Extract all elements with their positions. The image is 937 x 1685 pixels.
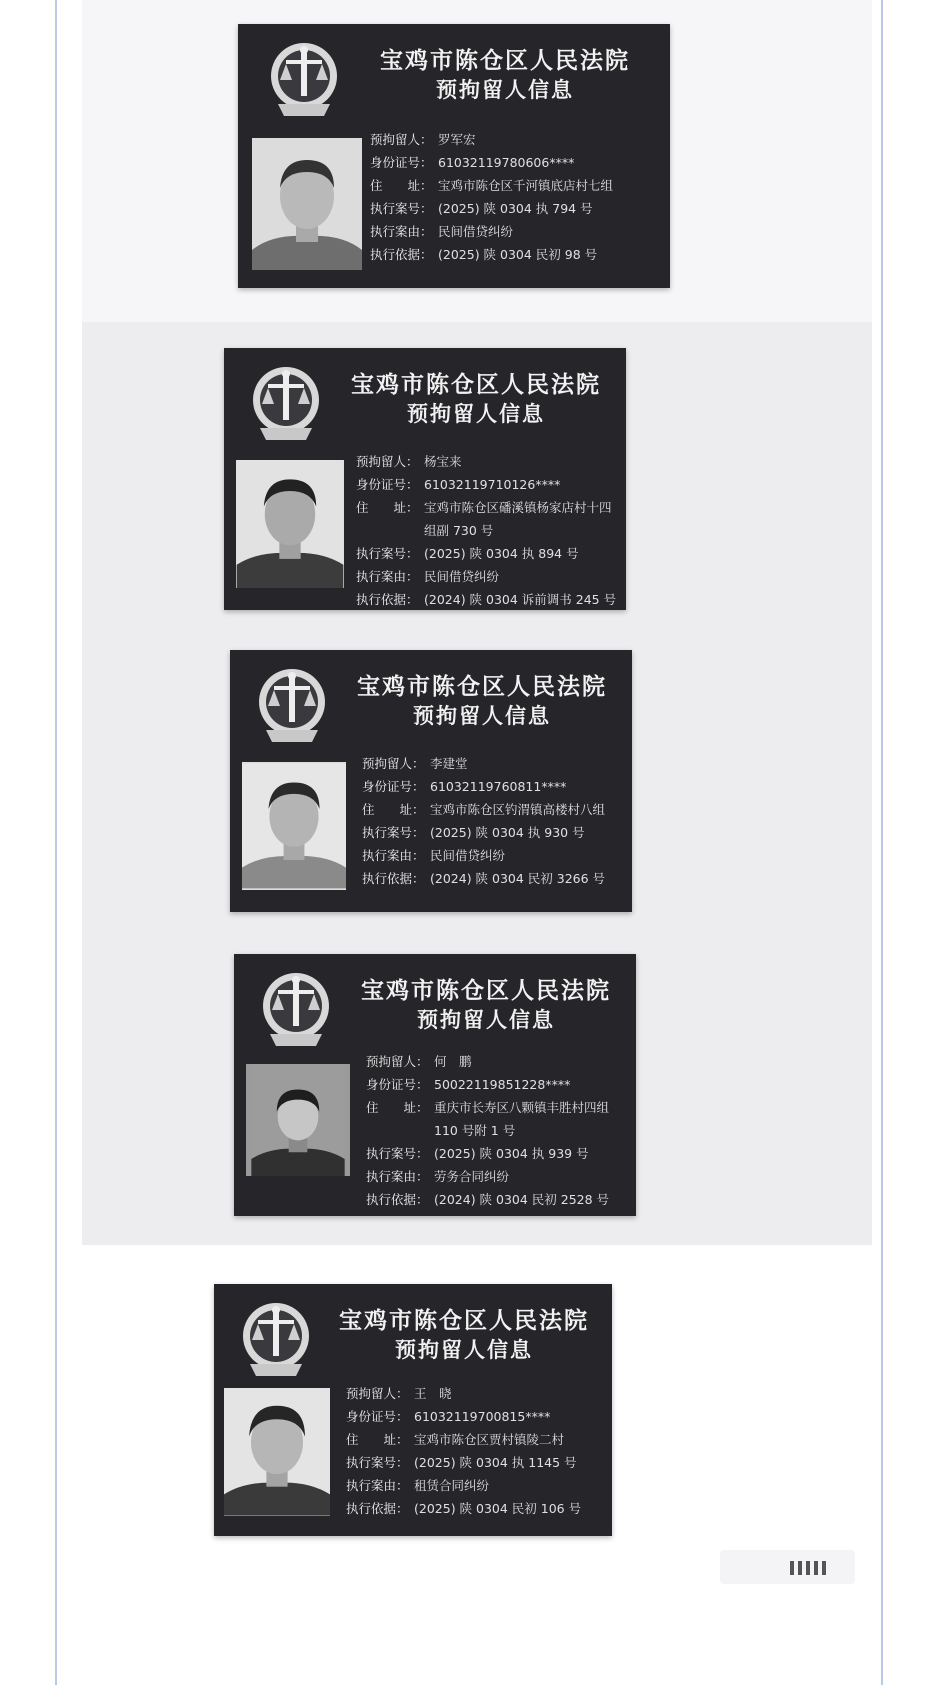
detainee-card-1 — [238, 24, 670, 288]
card-subtitle: 预拘留人信息 — [417, 1007, 555, 1032]
card-subtitle: 预拘留人信息 — [407, 401, 545, 426]
field-name: 预拘留人： 杨宝来 — [356, 454, 462, 469]
court-name: 宝鸡市陈仓区人民法院 — [357, 673, 607, 700]
card-info — [362, 752, 624, 890]
field-address: 住 址： 宝鸡市陈仓区磻溪镇杨家店村十四组副 730 号 — [356, 500, 612, 538]
card-info — [346, 1382, 604, 1520]
court-emblem-icon — [268, 38, 340, 120]
field-id-number: 身份证号： 61032119700815**** — [346, 1409, 551, 1424]
court-name: 宝鸡市陈仓区人民法院 — [351, 371, 601, 398]
field-id-number: 身份证号： 61032119780606**** — [370, 155, 575, 170]
field-address: 住 址： 宝鸡市陈仓区钓渭镇高楼村八组 — [362, 802, 606, 817]
person-photo — [252, 138, 362, 270]
court-emblem-icon — [240, 1298, 312, 1380]
card-subtitle: 预拘留人信息 — [413, 703, 551, 728]
field-case-number: 执行案号： (2025) 陕 0304 执 930 号 — [362, 825, 585, 840]
person-photo — [246, 1064, 350, 1176]
card-info — [366, 1050, 628, 1211]
detainee-card-4 — [234, 954, 636, 1216]
field-name: 预拘留人： 王 晓 — [346, 1386, 452, 1401]
right-border-line — [881, 0, 883, 1685]
card-info — [356, 450, 618, 610]
court-name: 宝鸡市陈仓区人民法院 — [339, 1307, 589, 1334]
field-case-cause: 执行案由： 劳务合同纠纷 — [366, 1169, 510, 1184]
court-emblem-icon — [260, 968, 332, 1050]
field-name: 预拘留人： 何 鹏 — [366, 1054, 472, 1069]
field-id-number: 身份证号： 61032119710126**** — [356, 477, 561, 492]
field-basis: 执行依据： (2024) 陕 0304 民初 3266 号 — [362, 871, 606, 886]
field-case-number: 执行案号： (2025) 陕 0304 执 894 号 — [356, 546, 579, 561]
court-name: 宝鸡市陈仓区人民法院 — [361, 977, 611, 1004]
card-subtitle: 预拘留人信息 — [395, 1337, 533, 1362]
field-id-number: 身份证号： 61032119760811**** — [362, 779, 567, 794]
court-emblem-icon — [250, 362, 322, 444]
person-photo — [236, 460, 344, 588]
field-address: 住 址： 宝鸡市陈仓区贾村镇陵二村 — [346, 1432, 565, 1447]
more-icon[interactable] — [786, 1555, 830, 1581]
field-case-cause: 执行案由： 民间借贷纠纷 — [370, 224, 514, 239]
field-case-cause: 执行案由： 民间借贷纠纷 — [356, 569, 500, 584]
card-subtitle: 预拘留人信息 — [436, 77, 574, 102]
field-case-cause: 执行案由： 民间借贷纠纷 — [362, 848, 506, 863]
field-name: 预拘留人： 李建堂 — [362, 756, 468, 771]
field-basis: 执行依据： (2025) 陕 0304 民初 98 号 — [370, 247, 598, 262]
field-address: 住 址： 宝鸡市陈仓区千河镇底店村七组 — [370, 178, 614, 193]
detainee-card-3 — [230, 650, 632, 912]
court-emblem-icon — [256, 664, 328, 746]
field-address: 住 址： 重庆市长寿区八颗镇丰胜村四组 110 号附 1 号 — [366, 1100, 610, 1138]
field-basis: 执行依据： (2024) 陕 0304 民初 2528 号 — [366, 1192, 610, 1207]
field-case-number: 执行案号： (2025) 陕 0304 执 794 号 — [370, 201, 593, 216]
field-name: 预拘留人： 罗军宏 — [370, 132, 476, 147]
person-photo — [224, 1388, 330, 1516]
field-basis: 执行依据： (2025) 陕 0304 民初 106 号 — [346, 1501, 582, 1516]
detainee-card-5 — [214, 1284, 612, 1536]
court-name: 宝鸡市陈仓区人民法院 — [380, 47, 630, 74]
card-info — [370, 128, 662, 266]
field-case-number: 执行案号： (2025) 陕 0304 执 1145 号 — [346, 1455, 577, 1470]
person-photo — [242, 762, 346, 890]
detainee-card-2 — [224, 348, 626, 610]
field-case-cause: 执行案由： 租赁合同纠纷 — [346, 1478, 490, 1493]
left-border-line — [55, 0, 57, 1685]
field-basis: 执行依据： (2024) 陕 0304 诉前调书 245 号 — [356, 592, 617, 607]
field-id-number: 身份证号： 50022119851228**** — [366, 1077, 571, 1092]
field-case-number: 执行案号： (2025) 陕 0304 执 939 号 — [366, 1146, 589, 1161]
